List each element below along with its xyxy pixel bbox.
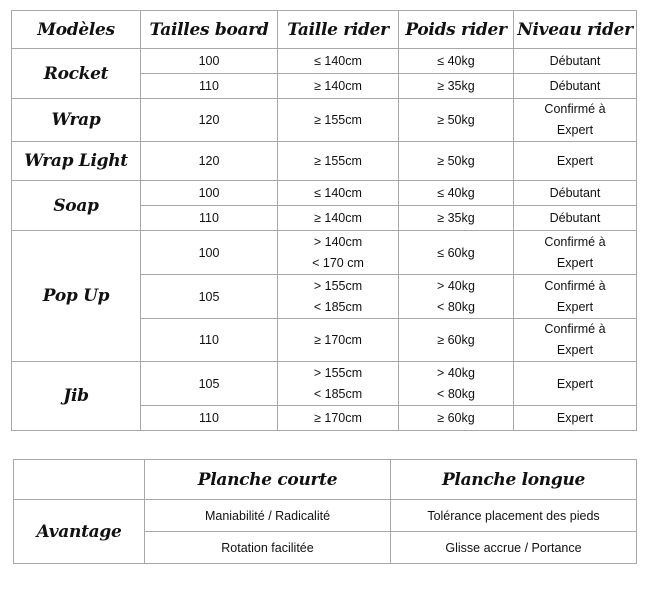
board-size: 120 <box>141 99 278 142</box>
rider-level-line: Expert <box>556 299 594 314</box>
rider-weight-line: ≤ 40kg <box>437 54 475 68</box>
rider-level-line: Débutant <box>549 186 601 200</box>
model-name: Wrap <box>12 99 141 142</box>
short-board-advantage-2: Rotation facilitée <box>145 532 391 564</box>
rider-weight-line: > 40kg <box>437 365 475 380</box>
rider-height <box>278 275 399 319</box>
model-name: Pop Up <box>12 231 141 362</box>
rider-weight-line: ≥ 35kg <box>437 79 475 93</box>
rider-level <box>514 362 637 406</box>
rider-height-line: < 185cm <box>313 299 363 314</box>
rider-weight <box>399 319 514 362</box>
rider-level <box>514 206 637 231</box>
rider-level-line: Expert <box>556 343 594 357</box>
rider-height <box>278 181 399 206</box>
comparison-header-row <box>14 460 637 500</box>
rider-height-line: > 155cm <box>313 365 363 380</box>
rider-level-line: Expert <box>556 154 594 168</box>
header-short-board: Planche courte <box>145 460 391 500</box>
header-long-board: Planche longue <box>391 460 637 500</box>
comparison-row <box>14 500 637 532</box>
short-board-advantage-1: Maniabilité / Radicalité <box>145 500 391 532</box>
rider-level <box>514 275 637 319</box>
rider-height-line: ≥ 155cm <box>314 154 362 168</box>
rider-weight <box>399 181 514 206</box>
rider-height <box>278 142 399 181</box>
rider-weight <box>399 99 514 142</box>
rider-level <box>514 319 637 362</box>
rider-weight <box>399 231 514 275</box>
rider-height-line: ≥ 140cm <box>314 79 362 93</box>
rider-weight-line: ≥ 50kg <box>437 113 475 127</box>
rider-weight-line: ≤ 40kg <box>437 186 475 200</box>
rider-height <box>278 406 399 431</box>
long-board-advantage-1: Tolérance placement des pieds <box>391 500 637 532</box>
model-name: Wrap Light <box>12 142 141 181</box>
table-row <box>12 49 637 74</box>
rider-weight <box>399 206 514 231</box>
rider-level-line: Expert <box>556 411 594 425</box>
rider-height-line: > 155cm <box>313 278 363 293</box>
rider-level <box>514 74 637 99</box>
rider-level <box>514 142 637 181</box>
rider-height <box>278 99 399 142</box>
rider-level-line: Confirmé à <box>544 102 606 116</box>
rider-level-line: Expert <box>556 123 594 137</box>
rider-weight-line: ≤ 60kg <box>437 245 475 260</box>
rider-level <box>514 99 637 142</box>
rider-height <box>278 362 399 406</box>
rider-weight-line: ≥ 35kg <box>437 211 475 225</box>
header-rider-weight: Poids rider <box>399 11 514 49</box>
rider-weight-line: > 40kg <box>437 278 475 293</box>
rider-level <box>514 181 637 206</box>
rider-height-line: < 185cm <box>313 386 363 401</box>
size-table <box>11 10 637 431</box>
header-models: Modèles <box>12 11 141 49</box>
rider-level-line: Expert <box>556 376 594 391</box>
rider-height-line: ≥ 140cm <box>314 211 362 225</box>
rider-height <box>278 74 399 99</box>
board-size: 105 <box>141 275 278 319</box>
board-size: 100 <box>141 231 278 275</box>
rider-height <box>278 49 399 74</box>
rider-height <box>278 319 399 362</box>
rider-weight <box>399 406 514 431</box>
rider-weight-line: ≥ 50kg <box>437 154 475 168</box>
table-row <box>12 181 637 206</box>
rider-height-line: ≤ 140cm <box>314 54 362 68</box>
board-size: 110 <box>141 406 278 431</box>
rider-weight <box>399 362 514 406</box>
model-name: Jib <box>12 362 141 431</box>
comparison-corner-cell <box>14 460 145 500</box>
rider-level-line: Confirmé à <box>544 322 606 336</box>
rider-height <box>278 231 399 275</box>
table-row <box>12 362 637 406</box>
board-size: 110 <box>141 319 278 362</box>
header-rider-height: Taille rider <box>278 11 399 49</box>
rider-level-line: Expert <box>556 255 594 270</box>
rider-level-line: Débutant <box>549 211 601 225</box>
rider-height-line: ≤ 140cm <box>314 186 362 200</box>
rider-weight-line: < 80kg <box>437 299 475 314</box>
rider-level <box>514 406 637 431</box>
rider-weight <box>399 49 514 74</box>
header-board-sizes: Tailles board <box>141 11 278 49</box>
rider-level <box>514 49 637 74</box>
rider-height-line: < 170 cm <box>312 255 364 270</box>
table-row <box>12 99 637 142</box>
board-size: 110 <box>141 74 278 99</box>
rider-height-line: ≥ 170cm <box>314 333 362 347</box>
rider-weight <box>399 74 514 99</box>
rider-height <box>278 206 399 231</box>
size-table-header-row <box>12 11 637 49</box>
long-board-advantage-2: Glisse accrue / Portance <box>391 532 637 564</box>
rider-weight-line: ≥ 60kg <box>437 411 475 425</box>
model-name: Soap <box>12 181 141 231</box>
rider-level-line: Confirmé à <box>544 278 606 293</box>
board-size: 105 <box>141 362 278 406</box>
rider-level-line: Débutant <box>549 79 601 93</box>
size-table-body <box>12 49 637 431</box>
rider-weight <box>399 142 514 181</box>
table-row <box>12 142 637 181</box>
rider-level-line: Débutant <box>549 54 601 68</box>
rider-weight <box>399 275 514 319</box>
advantage-label: Avantage <box>14 500 145 564</box>
rider-height-line: > 140cm <box>313 234 363 249</box>
board-size: 110 <box>141 206 278 231</box>
comparison-table <box>13 459 637 564</box>
header-rider-level: Niveau rider <box>514 11 637 49</box>
rider-weight-line: < 80kg <box>437 386 475 401</box>
board-size: 100 <box>141 49 278 74</box>
rider-weight-line: ≥ 60kg <box>437 333 475 347</box>
rider-height-line: ≥ 170cm <box>314 411 362 425</box>
board-size: 120 <box>141 142 278 181</box>
rider-height-line: ≥ 155cm <box>314 113 362 127</box>
table-row <box>12 231 637 275</box>
rider-level-line: Confirmé à <box>544 234 606 249</box>
model-name: Rocket <box>12 49 141 99</box>
rider-level <box>514 231 637 275</box>
board-size: 100 <box>141 181 278 206</box>
